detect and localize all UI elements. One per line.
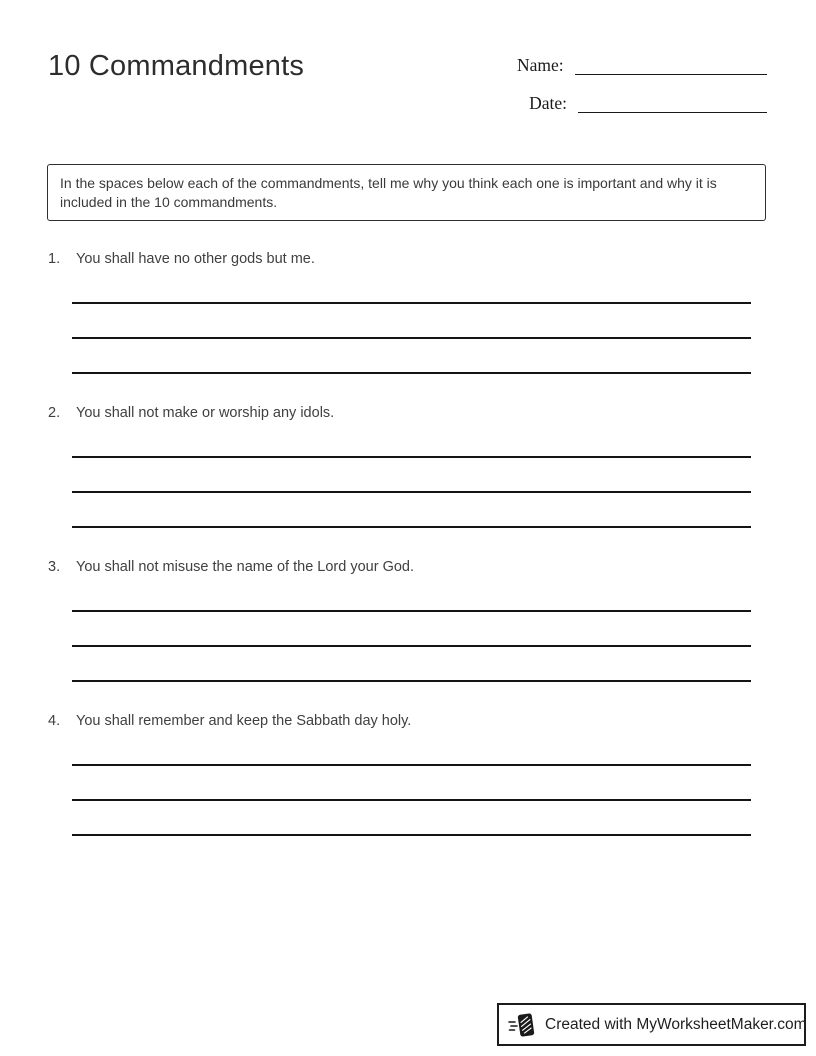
question-item-3	[48, 558, 768, 682]
name-label: Name:	[517, 54, 564, 75]
answer-line	[72, 302, 751, 304]
question-item-1	[48, 250, 768, 374]
question-number: 3.	[48, 559, 61, 575]
answer-line	[72, 645, 751, 647]
answer-line	[72, 799, 751, 801]
answer-line	[72, 680, 751, 682]
answer-line	[72, 337, 751, 339]
name-date-block	[517, 51, 767, 127]
question-statement	[48, 712, 768, 731]
question-number: 4.	[48, 713, 61, 729]
page-title: 10 Commandments	[48, 50, 305, 82]
question-number: 1.	[48, 251, 61, 267]
answer-line	[72, 610, 751, 612]
instructions-box	[47, 164, 766, 221]
instructions-text: In the spaces below each of the commandments, tell me why you think each one is important and why it is included in the 10 commandments.	[60, 175, 717, 210]
credit-badge	[497, 1003, 806, 1046]
question-text: You shall remember and keep the Sabbath day holy.	[76, 713, 412, 729]
question-text: You shall not make or worship any idols.	[76, 405, 335, 421]
question-item-4	[48, 712, 768, 836]
answer-line	[72, 526, 751, 528]
question-number: 2.	[48, 405, 61, 421]
question-item-2	[48, 404, 768, 528]
name-field-row	[517, 51, 767, 75]
answer-line	[72, 372, 751, 374]
flying-worksheet-icon	[508, 1010, 538, 1040]
answer-line	[72, 491, 751, 493]
question-text: You shall have no other gods but me.	[76, 251, 315, 267]
question-statement	[48, 404, 768, 423]
date-field-row	[517, 89, 767, 113]
date-blank-line	[578, 112, 767, 113]
date-label: Date:	[529, 92, 567, 113]
credit-text: Created with MyWorksheetMaker.com	[545, 1015, 807, 1033]
question-statement	[48, 558, 768, 577]
answer-line	[72, 456, 751, 458]
name-blank-line	[575, 74, 767, 75]
question-text: You shall not misuse the name of the Lord your God.	[76, 559, 415, 575]
answer-line	[72, 764, 751, 766]
answer-line	[72, 834, 751, 836]
question-statement	[48, 250, 768, 269]
